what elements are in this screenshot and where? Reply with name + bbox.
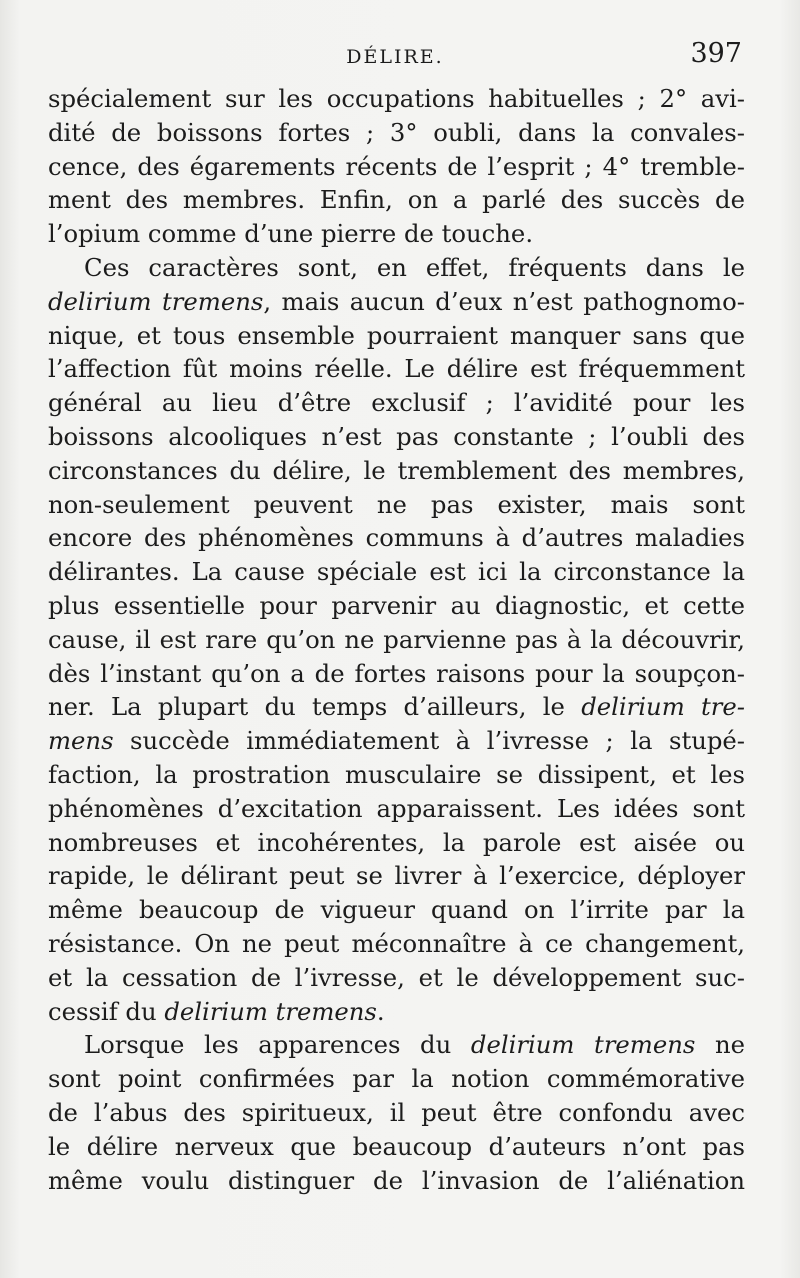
text-segment: non-seulement peuvent ne pas exister, mais sont (48, 489, 745, 519)
text-segment: cence, des égarements récents de l’esprit ; 4° tremble- (48, 151, 745, 181)
text-segment: l’opium comme d’une pierre de touche. (48, 219, 534, 249)
running-head: DÉLIRE. (346, 46, 444, 68)
text-segment: même beaucoup de vigueur quand on l’irrite par la (48, 895, 745, 925)
text-segment: le délire nerveux que beaucoup d’auteurs n’ont pas (48, 1131, 745, 1161)
text-segment: ment des membres. Enfin, on a parlé des succès de (48, 185, 745, 215)
text-line (48, 319, 745, 353)
italic-text: delirium tremens (48, 286, 264, 316)
text-line (48, 657, 745, 691)
text-line (48, 724, 745, 758)
text-line (48, 521, 745, 555)
text-line (48, 1164, 745, 1198)
text-line (48, 690, 745, 724)
text-segment: nique, et tous ensemble pourraient manquer sans que (48, 320, 745, 350)
text-line (48, 995, 745, 1029)
text-segment: ne (695, 1030, 745, 1060)
text-segment: de l’abus des spiritueux, il peut être confondu avec (48, 1097, 745, 1127)
text-line (48, 420, 745, 454)
text-segment: ner. La plupart du temps d’ailleurs, le (48, 692, 582, 722)
text-segment: l’affection fût moins réelle. Le délire est fréquemment (48, 354, 745, 384)
text-line (48, 386, 745, 420)
text-segment: général au lieu d’être exclusif ; l’avidité pour les (48, 388, 745, 418)
text-segment: et la cessation de l’ivresse, et le développement suc- (48, 962, 745, 992)
text-segment: cessif du (48, 996, 165, 1026)
text-line (48, 859, 745, 893)
text-line (48, 1130, 745, 1164)
text-line (48, 758, 745, 792)
text-segment: résistance. On ne peut méconnaître à ce changement, (48, 928, 745, 958)
text-line (48, 826, 745, 860)
text-line (48, 1028, 745, 1062)
text-segment: boissons alcooliques n’est pas constante ; l’oubli des (48, 421, 745, 451)
page-number: 397 (690, 38, 742, 69)
text-segment: dité de boissons fortes ; 3° oubli, dans la convales- (48, 117, 745, 147)
text-segment: . (376, 996, 385, 1026)
text-segment: délirantes. La cause spéciale est ici la circonstance la (48, 557, 745, 587)
text-line (48, 183, 745, 217)
italic-text: mens (48, 726, 114, 756)
italic-text: delirium tremens (164, 996, 377, 1026)
text-segment: succède immédiatement à l’ivresse ; la stupé- (113, 726, 745, 756)
text-segment: rapide, le délirant peut se livrer à l’exercice, déployer (48, 861, 745, 891)
page-header (48, 38, 742, 78)
text-line (48, 927, 745, 961)
text-line (48, 589, 745, 623)
text-segment: spécialement sur les occupations habituelles ; 2° avi- (48, 84, 745, 113)
text-line (48, 82, 745, 116)
italic-text: delirium tremens (470, 1030, 696, 1060)
text-line (48, 1062, 745, 1096)
text-segment: Ces caractères sont, en effet, fréquents dans le (84, 252, 745, 282)
text-segment: dès l’instant qu’on a de fortes raisons pour la soupçon- (48, 658, 745, 688)
body-text (48, 82, 745, 1197)
text-line (48, 792, 745, 826)
text-segment: sont point confirmées par la notion commémorative (48, 1064, 745, 1094)
text-segment: même voulu distinguer de l’invasion de l’aliénation (48, 1165, 745, 1195)
text-line (48, 217, 745, 251)
text-line (48, 961, 745, 995)
text-line (48, 454, 745, 488)
text-segment: faction, la prostration musculaire se dissipent, et les (48, 759, 745, 789)
text-line (48, 285, 745, 319)
text-line (48, 352, 745, 386)
text-line (48, 150, 745, 184)
text-segment: Lorsque les apparences du (84, 1030, 471, 1060)
text-segment: circonstances du délire, le tremblement des membres, (48, 455, 745, 485)
text-line (48, 116, 745, 150)
text-line (48, 1096, 745, 1130)
text-segment: plus essentielle pour parvenir au diagnostic, et cette (48, 590, 745, 620)
text-segment: nombreuses et incohérentes, la parole est aisée ou (48, 827, 745, 857)
text-line (48, 555, 745, 589)
text-segment: cause, il est rare qu’on ne parvienne pas à la découvrir, (48, 624, 745, 654)
text-line (48, 893, 745, 927)
text-line (48, 488, 745, 522)
text-line (48, 251, 745, 285)
italic-text: delirium tre- (581, 692, 745, 722)
text-segment: , mais aucun d’eux n’est pathognomo- (263, 286, 745, 316)
text-segment: phénomènes d’excitation apparaissent. Les idées sont (48, 793, 745, 823)
text-line (48, 623, 745, 657)
text-segment: encore des phénomènes communs à d’autres maladies (48, 523, 745, 553)
